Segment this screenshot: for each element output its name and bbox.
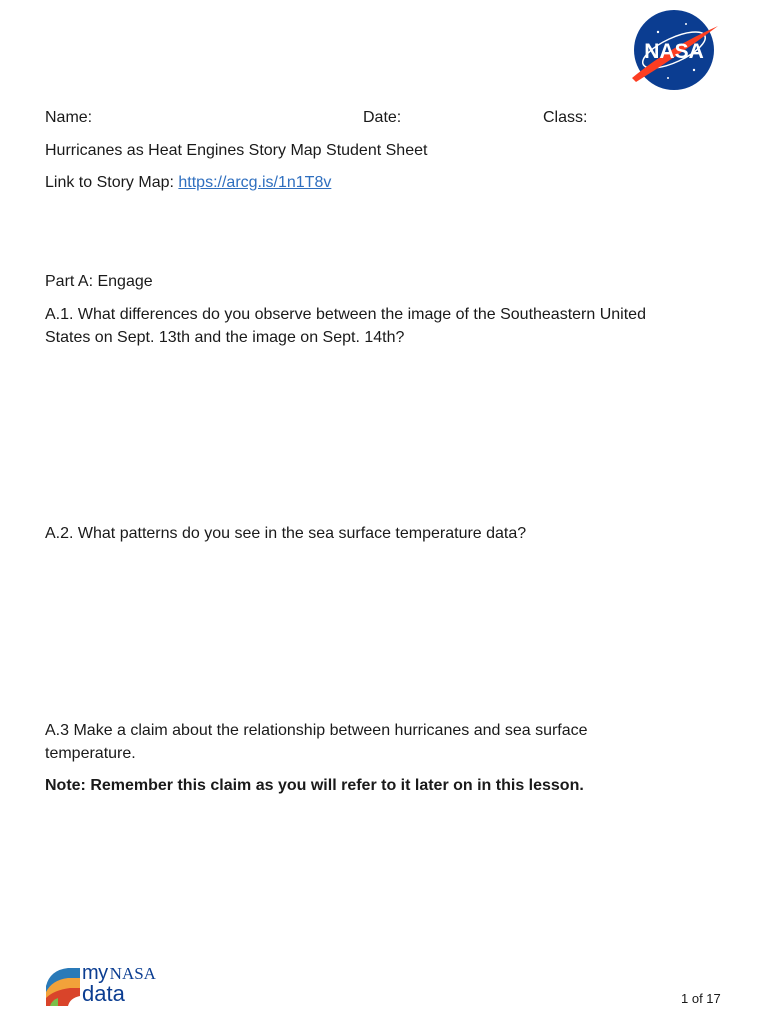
question-a1-line2: States on Sept. 13th and the image on Sept. 14th? xyxy=(45,329,405,346)
story-map-link[interactable]: https://arcg.is/1n1T8v xyxy=(178,174,332,191)
note-text: Note: Remember this claim as you will refer to it later on in this lesson. xyxy=(45,777,584,794)
question-a3-line1: A.3 Make a claim about the relationship between hurricanes and sea surface xyxy=(45,722,588,739)
nasa-logo xyxy=(628,8,720,92)
logo-nasa: NASA xyxy=(109,964,156,983)
document-title: Hurricanes as Heat Engines Story Map Student Sheet xyxy=(45,142,428,159)
part-a-heading: Part A: Engage xyxy=(45,273,153,290)
date-label: Date: xyxy=(363,109,402,126)
story-map-link-line xyxy=(45,172,331,194)
page-number: 1 of 17 xyxy=(681,991,721,1006)
story-map-link-prefix: Link to Story Map: xyxy=(45,174,179,191)
question-a2: A.2. What patterns do you see in the sea surface temperature data? xyxy=(45,525,527,542)
question-a3-line2: temperature. xyxy=(45,745,136,762)
logo-data: data xyxy=(82,981,125,1006)
globe-icon xyxy=(44,966,82,1006)
question-a1-line1: A.1. What differences do you observe between the image of the Southeastern United xyxy=(45,306,646,323)
my-nasa-data-logo xyxy=(44,962,184,1008)
class-label: Class: xyxy=(543,109,588,126)
svg-text:NASA: NASA xyxy=(644,40,704,63)
name-label: Name: xyxy=(45,109,93,126)
logo-my: my xyxy=(82,962,108,984)
